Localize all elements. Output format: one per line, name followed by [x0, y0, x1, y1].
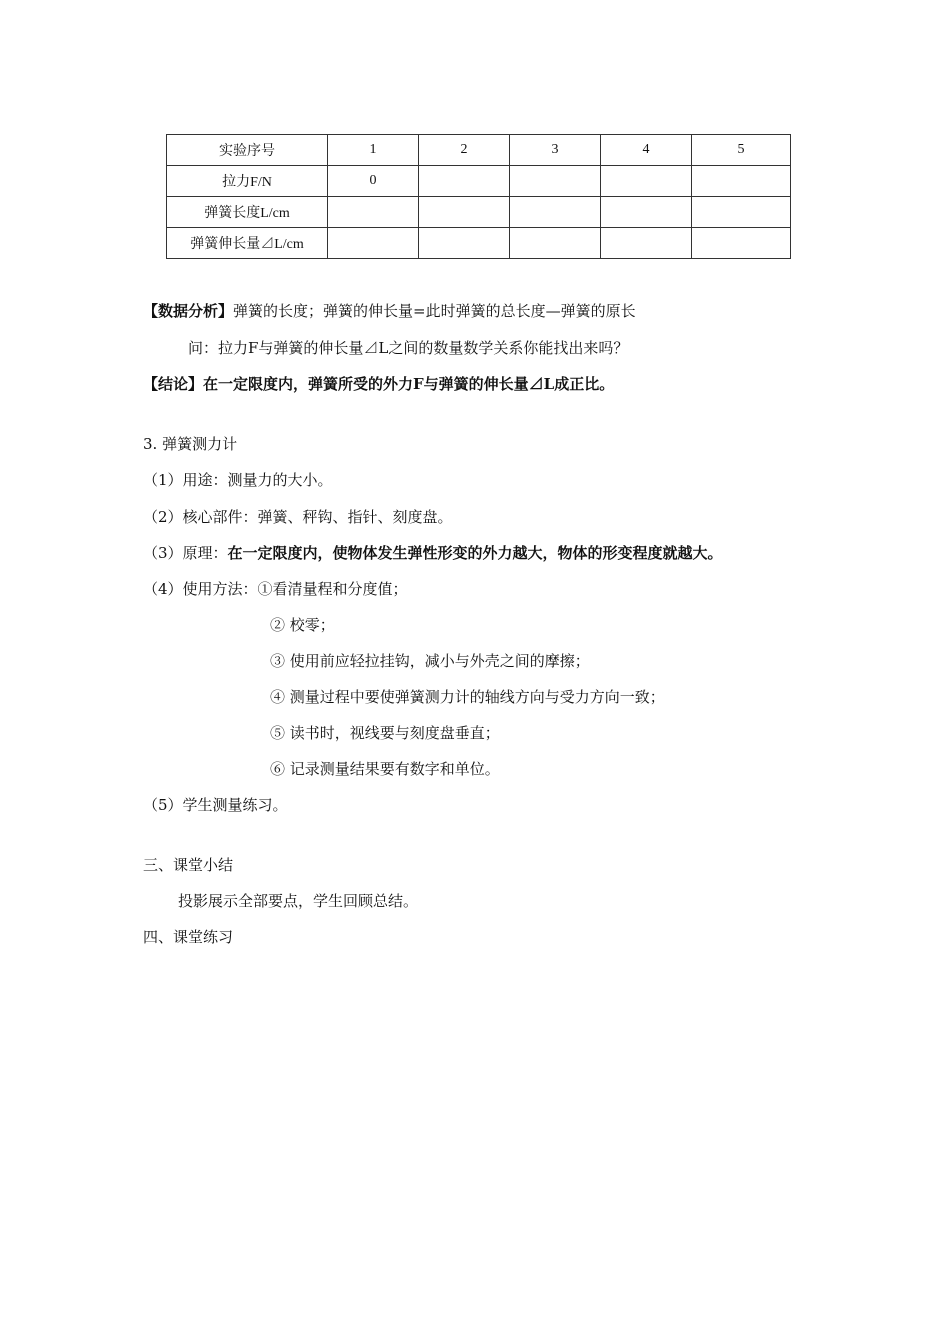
table-header-cell: 2 — [419, 135, 510, 166]
table-cell — [510, 228, 601, 259]
conclusion-text: 在一定限度内，弹簧所受的外力F与弹簧的伸长量⊿L成正比。 — [203, 375, 615, 393]
table-header-cell: 1 — [328, 135, 419, 166]
core-parts-item: （2）核心部件：弹簧、秤钩、指针、刻度盘。 — [143, 508, 453, 526]
usage-step: ④ 测量过程中要使弹簧测力计的轴线方向与受力方向一致； — [270, 688, 665, 706]
usage-step: ①看清量程和分度值； — [257, 580, 408, 598]
table-cell — [601, 166, 692, 197]
analysis-question: 问：拉力F与弹簧的伸长量⊿L之间的数量数学关系你能找出来吗？ — [188, 339, 629, 357]
practice-heading: 四、课堂练习 — [143, 928, 234, 946]
table-row — [167, 197, 791, 228]
table-cell — [328, 228, 419, 259]
table-row-label: 弹簧长度L/cm — [167, 197, 328, 228]
table-row-label: 拉力F/N — [167, 166, 328, 197]
experiment-table — [166, 134, 791, 259]
usage-step: ② 校零； — [270, 616, 335, 634]
table-cell — [419, 166, 510, 197]
table-header-cell: 3 — [510, 135, 601, 166]
principle-item — [143, 543, 723, 563]
table-cell — [510, 197, 601, 228]
usage-step: ⑤ 读书时，视线要与刻度盘垂直； — [270, 724, 500, 742]
principle-label: （3）原理： — [143, 544, 228, 562]
table-row — [167, 228, 791, 259]
summary-heading: 三、课堂小结 — [143, 856, 234, 874]
table-cell — [328, 197, 419, 228]
table-header-cell: 4 — [601, 135, 692, 166]
table-cell — [692, 228, 791, 259]
table-cell — [419, 197, 510, 228]
table-row — [167, 166, 791, 197]
table-cell: 0 — [328, 166, 419, 197]
table-header-cell: 5 — [692, 135, 791, 166]
practice-item: （5）学生测量练习。 — [143, 796, 288, 814]
table-header-row — [167, 135, 791, 166]
usage-method-label: （4）使用方法： — [143, 580, 258, 598]
section-3-heading: 3. 弹簧测力计 — [143, 435, 238, 453]
table-cell — [692, 197, 791, 228]
table-cell — [601, 197, 692, 228]
table-header-cell: 实验序号 — [167, 135, 328, 166]
principle-text: 在一定限度内，使物体发生弹性形变的外力越大，物体的形变程度就越大。 — [227, 544, 723, 562]
conclusion-line — [143, 374, 614, 394]
table-cell — [601, 228, 692, 259]
conclusion-label: 【结论】 — [143, 375, 204, 393]
data-analysis-text: 弹簧的长度；弹簧的伸长量=此时弹簧的总长度—弹簧的原长 — [233, 302, 636, 320]
table-cell — [692, 166, 791, 197]
table-row-label: 弹簧伸长量⊿L/cm — [167, 228, 328, 259]
table-cell — [510, 166, 601, 197]
usage-method-item — [143, 579, 408, 599]
usage-item: （1）用途：测量力的大小。 — [143, 471, 333, 489]
data-analysis-line — [143, 301, 636, 321]
usage-step: ⑥ 记录测量结果要有数字和单位。 — [270, 760, 500, 778]
table-cell — [419, 228, 510, 259]
usage-step: ③ 使用前应轻拉挂钩，减小与外壳之间的摩擦； — [270, 652, 590, 670]
data-analysis-label: 【数据分析】 — [143, 302, 234, 320]
summary-text: 投影展示全部要点，学生回顾总结。 — [178, 892, 419, 910]
